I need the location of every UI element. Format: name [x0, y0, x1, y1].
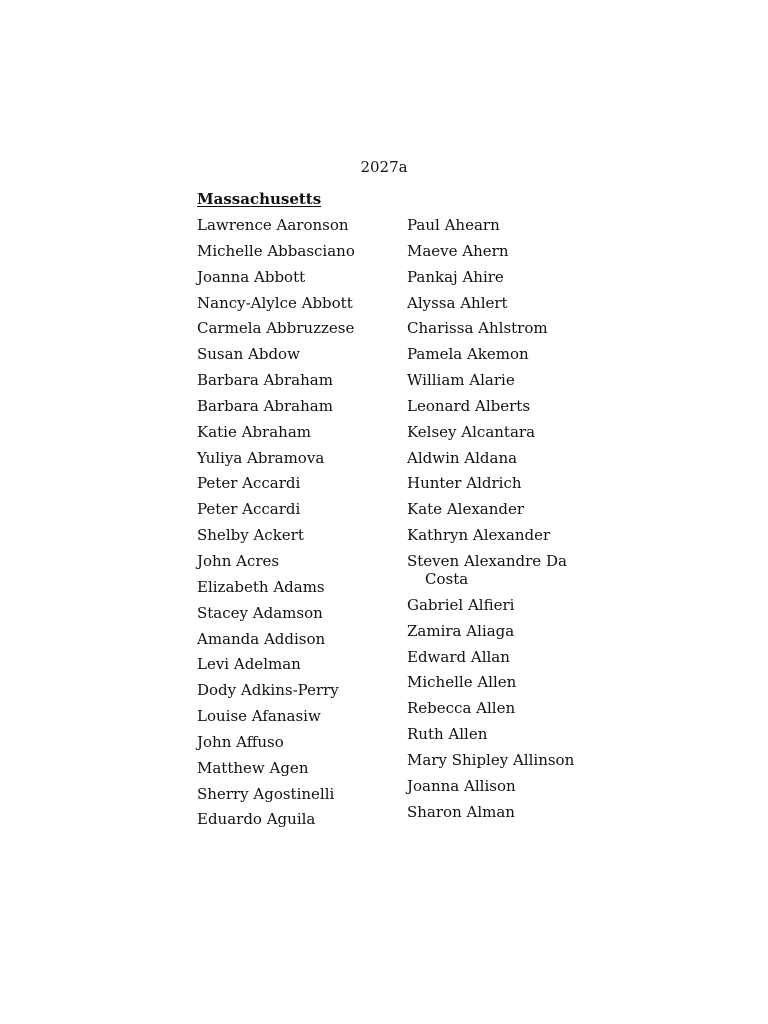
list-item: Alyssa Ahlert: [407, 293, 508, 312]
list-item: Charissa Ahlstrom: [407, 319, 548, 338]
list-item: Rebecca Allen: [407, 699, 516, 718]
list-item: Susan Abdow: [197, 345, 300, 364]
list-item: Nancy-Alylce Abbott: [197, 293, 353, 312]
list-item: Elizabeth Adams: [197, 577, 325, 596]
list-item: Louise Afanasiw: [197, 707, 321, 726]
names-column-right: [407, 216, 582, 828]
list-item: Joanna Abbott: [197, 267, 306, 286]
state-heading: Massachusetts: [197, 190, 322, 208]
list-item: Sharon Alman: [407, 802, 515, 821]
list-item: Matthew Agen: [197, 758, 309, 777]
list-item: Ruth Allen: [407, 725, 488, 744]
list-item: Amanda Addison: [197, 629, 326, 648]
list-item: Dody Adkins-Perry: [197, 681, 339, 700]
list-item: Zamira Aliaga: [407, 621, 515, 640]
list-item: Joanna Allison: [407, 776, 516, 795]
list-item: Steven Alexandre Da Costa: [407, 551, 567, 588]
list-item: Mary Shipley Allinson: [407, 750, 575, 769]
list-item: Gabriel Alfieri: [407, 595, 515, 614]
list-item: Sherry Agostinelli: [197, 784, 335, 803]
list-item: Michelle Abbasciano: [197, 241, 355, 260]
list-item: Peter Accardi: [197, 500, 301, 519]
list-item: Barbara Abraham: [197, 371, 333, 390]
list-item: Edward Allan: [407, 647, 510, 666]
names-column-left: [197, 216, 397, 836]
page-number: 2027a: [360, 158, 408, 176]
list-item: Peter Accardi: [197, 474, 301, 493]
list-item: Kelsey Alcantara: [407, 422, 536, 441]
list-item: John Acres: [197, 551, 280, 570]
list-item: Leonard Alberts: [407, 396, 531, 415]
list-item: Kate Alexander: [407, 500, 525, 519]
list-item: Maeve Ahern: [407, 241, 509, 260]
list-item: William Alarie: [407, 371, 515, 390]
list-item: Shelby Ackert: [197, 526, 304, 545]
list-item: Paul Ahearn: [407, 216, 500, 234]
list-item: Eduardo Aguila: [197, 810, 316, 829]
list-item: Hunter Aldrich: [407, 474, 522, 493]
list-item: John Affuso: [197, 732, 284, 751]
list-item: Pankaj Ahire: [407, 267, 504, 286]
list-item: Michelle Allen: [407, 673, 517, 692]
list-item: Barbara Abraham: [197, 396, 333, 415]
list-item: Katie Abraham: [197, 422, 311, 441]
list-item: Pamela Akemon: [407, 345, 529, 364]
list-item: Stacey Adamson: [197, 603, 323, 622]
list-item: Aldwin Aldana: [407, 448, 518, 467]
list-item: Carmela Abbruzzese: [197, 319, 355, 338]
list-item: Levi Adelman: [197, 655, 301, 674]
list-item: Kathryn Alexander: [407, 526, 551, 545]
list-item: Lawrence Aaronson: [197, 216, 349, 234]
list-item: Yuliya Abramova: [197, 448, 325, 467]
